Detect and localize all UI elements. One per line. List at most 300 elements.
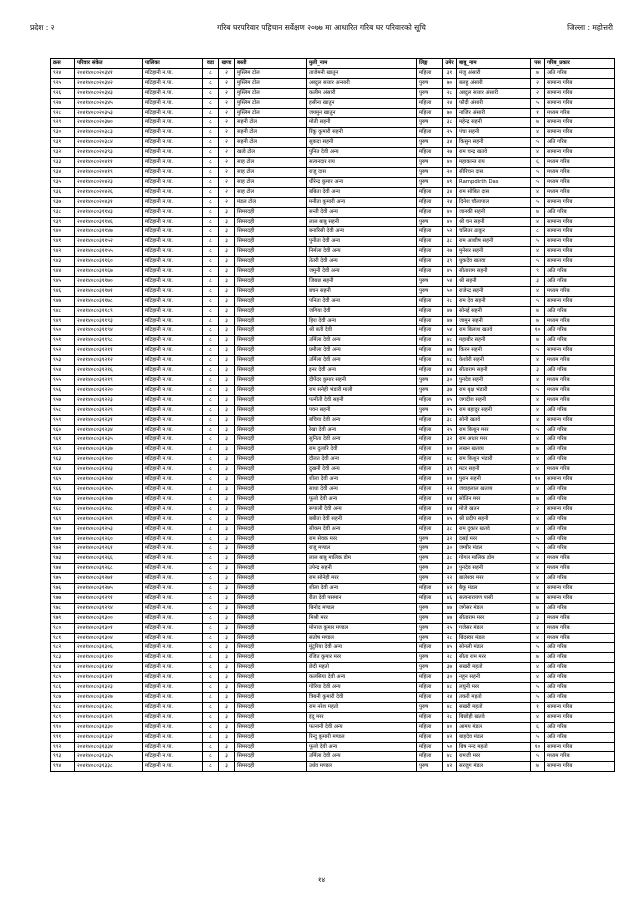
cell-poverty-type: अति गरिब [545, 207, 615, 217]
cell-municipality: मटिहानी न.पा. [143, 574, 203, 584]
cell-poverty-type: अति गरिब [545, 267, 615, 277]
cell-head-name: बिनोद मण्डल [307, 603, 417, 613]
cell-age: ४८ [443, 702, 457, 712]
cell-gender: पुरुष [417, 177, 443, 187]
cell-poverty-type: सामान्य गरिब [545, 296, 615, 306]
cell-ward: ८ [203, 514, 219, 524]
cell-poverty-type: सामान्य गरिब [545, 78, 615, 88]
document-title: गरिब घरपरिवार पहिचान सर्वेक्षण २०७७ मा आधारित गरिब घर परिवारको सूचि [217, 23, 426, 32]
cell-municipality: मटिहानी न.पा. [143, 197, 203, 207]
cell-poverty-type: अति गरिब [545, 484, 615, 494]
cell-poverty-type: मध्यम गरिब [545, 633, 615, 643]
cell-block: ३ [219, 267, 235, 277]
cell-age: ४६ [443, 593, 457, 603]
cell-age: ४७ [443, 613, 457, 623]
table-row [51, 425, 615, 435]
cell-head-name: बबिता देवी अन्य [307, 187, 417, 197]
cell-family-size: २ [531, 78, 545, 88]
table-row [51, 286, 615, 296]
cell-ward: ८ [203, 732, 219, 742]
cell-age: २२ [443, 484, 457, 494]
table-row [51, 752, 615, 762]
table-row [51, 584, 615, 594]
cell-head-name: ताजेमनी खातुन [307, 68, 417, 78]
cell-gender: पुरुष [417, 554, 443, 564]
table-row [51, 475, 615, 485]
cell-poverty-type: सामान्य गरिब [545, 237, 615, 247]
cell-municipality: मटिहानी न.पा. [143, 118, 203, 128]
cell-father-name: मंजु अंसारी [457, 68, 531, 78]
cell-settlement: साह टोल [235, 158, 307, 168]
col-header-municipality: पालिका [143, 59, 203, 69]
table-row [51, 296, 615, 306]
cell-age: २८ [443, 88, 457, 98]
cell-head-name: हसीना खातुन [307, 98, 417, 108]
cell-head-name: सुकदा सहनी [307, 138, 417, 148]
cell-settlement: सिमरदही [235, 613, 307, 623]
cell-head-name: उर्मिला देवी अन्य [307, 752, 417, 762]
cell-family-size: ४ [531, 405, 545, 415]
cell-serial: ९८९ [51, 712, 75, 722]
cell-father-name: दसई मरर [457, 534, 531, 544]
cell-serial: ९२६ [51, 88, 75, 98]
cell-father-name: सखरी महतो [457, 663, 531, 673]
cell-settlement: सिमरदही [235, 484, 307, 494]
cell-head-name: रंजित कुमार मरर [307, 653, 417, 663]
cell-poverty-type: सामान्य गरिब [545, 346, 615, 356]
cell-block: ३ [219, 306, 235, 316]
cell-father-name: सोनली मंडल [457, 643, 531, 653]
cell-poverty-type: अति गरिब [545, 603, 615, 613]
table-row [51, 118, 615, 128]
cell-settlement: सिमरदही [235, 237, 307, 247]
cell-father-name: अब्दुल सत्तार अंसारी [457, 88, 531, 98]
cell-block: ३ [219, 702, 235, 712]
cell-head-name: जिबछ सहनी [307, 276, 417, 286]
table-row [51, 514, 615, 524]
cell-municipality: मटिहानी न.पा. [143, 187, 203, 197]
table-row [51, 554, 615, 564]
cell-family-size: ४ [531, 633, 545, 643]
cell-family-size: ७ [531, 593, 545, 603]
cell-municipality: मटिहानी न.पा. [143, 366, 203, 376]
cell-ward: ८ [203, 534, 219, 544]
cell-family-size: ५ [531, 732, 545, 742]
cell-ward: ८ [203, 376, 219, 386]
table-row [51, 465, 615, 475]
cell-block: २ [219, 128, 235, 138]
cell-family-size: ४ [531, 435, 545, 445]
table-row [51, 98, 615, 108]
cell-gender: महिला [417, 247, 443, 257]
cell-family-code: २०४१४०८०२०४११ [75, 158, 143, 168]
cell-gender: पुरुष [417, 167, 443, 177]
cell-family-code: २०४१४०८०३१२६८ [75, 564, 143, 574]
cell-municipality: मटिहानी न.पा. [143, 673, 203, 683]
cell-father-name: बिछोही खतवे [457, 712, 531, 722]
cell-gender: महिला [417, 722, 443, 732]
cell-father-name: जानकी सहनी [457, 207, 531, 217]
cell-municipality: मटिहानी न.पा. [143, 584, 203, 594]
cell-poverty-type: अति गरिब [545, 366, 615, 376]
cell-head-name: कलीम अंसारी [307, 88, 417, 98]
cell-family-size: ४ [531, 415, 545, 425]
cell-municipality: मटिहानी न.पा. [143, 376, 203, 386]
cell-settlement: सिमरदही [235, 316, 307, 326]
cell-ward: ८ [203, 207, 219, 217]
cell-gender: पुरुष [417, 534, 443, 544]
cell-gender: महिला [417, 435, 443, 445]
cell-municipality: मटिहानी न.पा. [143, 336, 203, 346]
cell-family-size: १० [531, 475, 545, 485]
cell-serial: ९८७ [51, 693, 75, 703]
cell-ward: ८ [203, 98, 219, 108]
cell-family-size: ५ [531, 643, 545, 653]
cell-serial: ९३८ [51, 207, 75, 217]
cell-father-name: बालेश्वर मरर [457, 574, 531, 584]
cell-head-name: रूपाली देवी अन्य [307, 504, 417, 514]
cell-family-code: २०४१४०८०३१२३१ [75, 415, 143, 425]
cell-serial: ९८१ [51, 633, 75, 643]
cell-settlement: सिमरदही [235, 494, 307, 504]
cell-head-name: संतोष मण्डल [307, 633, 417, 643]
cell-head-name: राम सेवक मरर [307, 534, 417, 544]
cell-age: ३२ [443, 534, 457, 544]
table-row [51, 158, 615, 168]
cell-family-size: ४ [531, 128, 545, 138]
cell-block: ३ [219, 534, 235, 544]
cell-family-size: ५ [531, 257, 545, 267]
cell-settlement: सिमरदही [235, 207, 307, 217]
cell-family-code: २०४१४०८०३१२६१ [75, 544, 143, 554]
cell-ward: ८ [203, 712, 219, 722]
cell-settlement: सिमरदही [235, 267, 307, 277]
cell-family-size: ७ [531, 603, 545, 613]
cell-age: ४० [443, 475, 457, 485]
cell-serial: ९२४ [51, 68, 75, 78]
col-header-settlement: बस्ती [235, 59, 307, 69]
cell-municipality: मटिहानी न.पा. [143, 504, 203, 514]
cell-poverty-type: सामान्य गरिब [545, 415, 615, 425]
cell-block: ३ [219, 227, 235, 237]
cell-municipality: मटिहानी न.पा. [143, 128, 203, 138]
cell-ward: ८ [203, 88, 219, 98]
cell-age: ४१ [443, 177, 457, 187]
cell-municipality: मटिहानी न.पा. [143, 395, 203, 405]
cell-gender: महिला [417, 415, 443, 425]
cell-serial: ९९२ [51, 742, 75, 752]
cell-serial: ९६० [51, 425, 75, 435]
table-row [51, 673, 615, 683]
table-row [51, 613, 615, 623]
cell-poverty-type: अति गरिब [545, 693, 615, 703]
cell-block: ३ [219, 683, 235, 693]
col-header-ward: वडा [203, 59, 219, 69]
cell-age: ४७ [443, 306, 457, 316]
cell-age: ४२ [443, 732, 457, 742]
cell-block: ३ [219, 475, 235, 485]
cell-municipality: मटिहानी न.पा. [143, 593, 203, 603]
cell-ward: ८ [203, 683, 219, 693]
cell-family-code: २०४१४०८०३१३२१ [75, 673, 143, 683]
cell-settlement: सिमरदही [235, 554, 307, 564]
col-header-family-code: परिवार संकेत [75, 59, 143, 69]
cell-ward: ८ [203, 693, 219, 703]
cell-municipality: मटिहानी न.पा. [143, 534, 203, 544]
cell-age: ४७ [443, 316, 457, 326]
cell-poverty-type: अति गरिब [545, 643, 615, 653]
cell-father-name: गजेसर मंडल [457, 623, 531, 633]
cell-poverty-type: अति गरिब [545, 514, 615, 524]
cell-family-size: ५ [531, 534, 545, 544]
cell-ward: ८ [203, 326, 219, 336]
cell-age: ४७ [443, 603, 457, 613]
table-row [51, 197, 615, 207]
cell-family-code: २०४१४०८०२०३८४ [75, 138, 143, 148]
cell-block: ३ [219, 465, 235, 475]
cell-head-name: दुखनी देवी अन्य [307, 465, 417, 475]
cell-block: ३ [219, 722, 235, 732]
cell-gender: पुरुष [417, 603, 443, 613]
table-row [51, 445, 615, 455]
cell-settlement: सिमरदही [235, 435, 307, 445]
cell-age: ४५ [443, 395, 457, 405]
cell-gender: महिला [417, 187, 443, 197]
cell-family-code: २०४१४०८०३११४७ [75, 227, 143, 237]
cell-settlement: सिमरदही [235, 593, 307, 603]
table-row [51, 177, 615, 187]
table-row [51, 633, 615, 643]
table-row [51, 534, 615, 544]
cell-head-name: लाल बाबु मालिक डोम [307, 554, 417, 564]
cell-gender: पुरुष [417, 564, 443, 574]
cell-father-name: मुनेसर सहनी [457, 247, 531, 257]
cell-serial: ९६७ [51, 494, 75, 504]
cell-age: ४० [443, 445, 457, 455]
cell-age: ७० [443, 108, 457, 118]
cell-poverty-type: अति गरिब [545, 524, 615, 534]
cell-father-name: गोगल मालिक डोम [457, 554, 531, 564]
cell-family-size: ५ [531, 237, 545, 247]
cell-municipality: मटिहानी न.पा. [143, 653, 203, 663]
cell-father-name: Rampdirth Das [457, 177, 531, 187]
cell-block: ३ [219, 593, 235, 603]
cell-head-name: मोनाज कुमार मण्डल [307, 623, 417, 633]
table-row [51, 504, 615, 514]
cell-settlement: सिमरदही [235, 524, 307, 534]
cell-head-name: श्री बती देवी [307, 326, 417, 336]
cell-gender: पुरुष [417, 118, 443, 128]
cell-gender: पुरुष [417, 544, 443, 554]
cell-father-name: सत्यनारायण पासी [457, 593, 531, 603]
cell-poverty-type: अति गरिब [545, 494, 615, 504]
cell-ward: ८ [203, 177, 219, 187]
cell-family-code: २०४१४०८०३१३३८ [75, 762, 143, 772]
cell-family-size: ५ [531, 177, 545, 187]
cell-gender: महिला [417, 207, 443, 217]
cell-age: ४५ [443, 514, 457, 524]
cell-head-name: राजु दास [307, 167, 417, 177]
cell-ward: ८ [203, 237, 219, 247]
cell-age: २४ [443, 197, 457, 207]
cell-father-name: श्री प्रदीप सहनी [457, 514, 531, 524]
cell-settlement: सिमरदही [235, 574, 307, 584]
cell-father-name: लघुनी मरर [457, 683, 531, 693]
cell-settlement: सिमरदही [235, 603, 307, 613]
cell-municipality: मटिहानी न.पा. [143, 554, 203, 564]
cell-family-size: ५ [531, 693, 545, 703]
cell-gender: महिला [417, 475, 443, 485]
cell-head-name: मोती सहनी [307, 118, 417, 128]
cell-block: ३ [219, 712, 235, 722]
cell-block: २ [219, 187, 235, 197]
cell-head-name: फत्नानी देवी अन्य [307, 722, 417, 732]
cell-settlement: सिमरदही [235, 752, 307, 762]
cell-gender: पुरुष [417, 78, 443, 88]
cell-gender: पुरुष [417, 405, 443, 415]
cell-family-code: २०४१४०८०३१३२७ [75, 693, 143, 703]
cell-serial: ९५७ [51, 395, 75, 405]
cell-block: ३ [219, 376, 235, 386]
cell-settlement: सिमरदही [235, 465, 307, 475]
cell-municipality: मटिहानी न.पा. [143, 356, 203, 366]
table-row [51, 326, 615, 336]
cell-age: ३१ [443, 68, 457, 78]
cell-municipality: मटिहानी न.पा. [143, 257, 203, 267]
cell-settlement: सिमरदही [235, 376, 307, 386]
cell-family-code: २०४१४०८०२०३४५ [75, 98, 143, 108]
cell-head-name: फूलो देवी अन्य [307, 494, 417, 504]
table-row [51, 712, 615, 722]
cell-ward: ८ [203, 197, 219, 207]
cell-serial: ९८० [51, 623, 75, 633]
cell-ward: ८ [203, 633, 219, 643]
cell-family-code: २०४१४०८०३१३२८ [75, 702, 143, 712]
cell-head-name: उपेन्द्र सहनी [307, 564, 417, 574]
cell-family-code: २०४१४०८०२०३४३ [75, 88, 143, 98]
page-number: १४ [317, 876, 326, 884]
cell-head-name: शीला देवी अन्य [307, 584, 417, 594]
cell-settlement: मुस्लिम टोल [235, 88, 307, 98]
cell-age: ४० [443, 722, 457, 732]
cell-poverty-type: मध्यम गरिब [545, 623, 615, 633]
cell-age: ४० [443, 207, 457, 217]
cell-family-size: ९ [531, 267, 545, 277]
cell-family-size: ४ [531, 484, 545, 494]
cell-poverty-type: मध्यम गरिब [545, 395, 615, 405]
cell-family-code: २०४१४०८०३११९३ [75, 316, 143, 326]
cell-municipality: मटिहानी न.पा. [143, 138, 203, 148]
cell-settlement: सिमरदही [235, 336, 307, 346]
cell-family-size: १० [531, 326, 545, 336]
cell-gender: महिला [417, 673, 443, 683]
cell-father-name: जग्बीर मंडल [457, 544, 531, 554]
cell-father-name: किसुन सहनी [457, 138, 531, 148]
cell-gender: महिला [417, 693, 443, 703]
cell-head-name: रीता देवी पसमान [307, 593, 417, 603]
table-row [51, 455, 615, 465]
cell-age: ४८ [443, 752, 457, 762]
cell-serial: ९५८ [51, 405, 75, 415]
cell-serial: ९३६ [51, 187, 75, 197]
cell-father-name: बाहदेव मंडल [457, 732, 531, 742]
cell-block: २ [219, 88, 235, 98]
cell-municipality: मटिहानी न.पा. [143, 78, 203, 88]
cell-ward: ८ [203, 584, 219, 594]
cell-ward: ८ [203, 564, 219, 574]
table-row [51, 762, 615, 772]
cell-municipality: मटिहानी न.पा. [143, 177, 203, 187]
cell-age: ३८ [443, 237, 457, 247]
cell-poverty-type: अति गरिब [545, 68, 615, 78]
cell-family-code: २०४१४०८०३१२९१ [75, 593, 143, 603]
cell-block: ३ [219, 693, 235, 703]
cell-gender: महिला [417, 712, 443, 722]
cell-age: ३४ [443, 138, 457, 148]
cell-municipality: मटिहानी न.पा. [143, 465, 203, 475]
cell-age: ४५ [443, 643, 457, 653]
cell-family-code: २०४१४०८०३११६० [75, 257, 143, 267]
cell-family-code: २०४१४०८०३१३३० [75, 722, 143, 732]
cell-block: ३ [219, 504, 235, 514]
cell-settlement: सिमरदही [235, 455, 307, 465]
cell-ward: ८ [203, 762, 219, 772]
cell-poverty-type: मध्यम गरिब [545, 564, 615, 574]
cell-settlement: सिमरदही [235, 504, 307, 514]
cell-father-name: जगेसर मंडल [457, 603, 531, 613]
cell-serial: ९६८ [51, 504, 75, 514]
cell-family-code: २०४१४०८०२०४३१ [75, 197, 143, 207]
cell-head-name: सत्यनदार राय [307, 158, 417, 168]
cell-poverty-type: अति गरिब [545, 435, 615, 445]
cell-block: ३ [219, 346, 235, 356]
cell-family-size: ५ [531, 425, 545, 435]
cell-family-code: २०४१४०८०२०३८३ [75, 128, 143, 138]
cell-age: ४८ [443, 683, 457, 693]
cell-municipality: मटिहानी न.पा. [143, 98, 203, 108]
table-row [51, 68, 615, 78]
cell-head-name: छेदी महतो [307, 663, 417, 673]
cell-head-name: रिंकु कुमारी सहनी [307, 128, 417, 138]
cell-family-code: २०४१४०८०३१३२९ [75, 712, 143, 722]
cell-settlement: सिमरदही [235, 702, 307, 712]
cell-family-code: २०४१४०८०३१२१९ [75, 376, 143, 386]
cell-block: २ [219, 118, 235, 128]
cell-serial: ९३१ [51, 138, 75, 148]
cell-block: ३ [219, 613, 235, 623]
cell-poverty-type: मध्यम गरिब [545, 752, 615, 762]
cell-family-code: २०४१४०८०३१२४९ [75, 514, 143, 524]
cell-family-code: २०४१४०८०३१३३४ [75, 742, 143, 752]
cell-poverty-type: सामान्य गरिब [545, 742, 615, 752]
cell-poverty-type: सामान्य गरिब [545, 584, 615, 594]
cell-ward: ८ [203, 227, 219, 237]
cell-poverty-type: अति गरिब [545, 683, 615, 693]
cell-settlement: सिमरदही [235, 405, 307, 415]
cell-gender: पुरुष [417, 613, 443, 623]
cell-family-size: ३ [531, 276, 545, 286]
cell-father-name: पुनदेव सहनी [457, 376, 531, 386]
cell-ward: ८ [203, 68, 219, 78]
cell-father-name: राम चन्द्र खतवे [457, 148, 531, 158]
cell-family-size: ४ [531, 148, 545, 158]
cell-family-size: ४ [531, 187, 545, 197]
cell-ward: ८ [203, 554, 219, 564]
cell-family-code: २०४१४०८०२०४१९ [75, 167, 143, 177]
cell-family-size: ७ [531, 68, 545, 78]
cell-family-size: ४ [531, 584, 545, 594]
cell-settlement: सिमरदही [235, 217, 307, 227]
